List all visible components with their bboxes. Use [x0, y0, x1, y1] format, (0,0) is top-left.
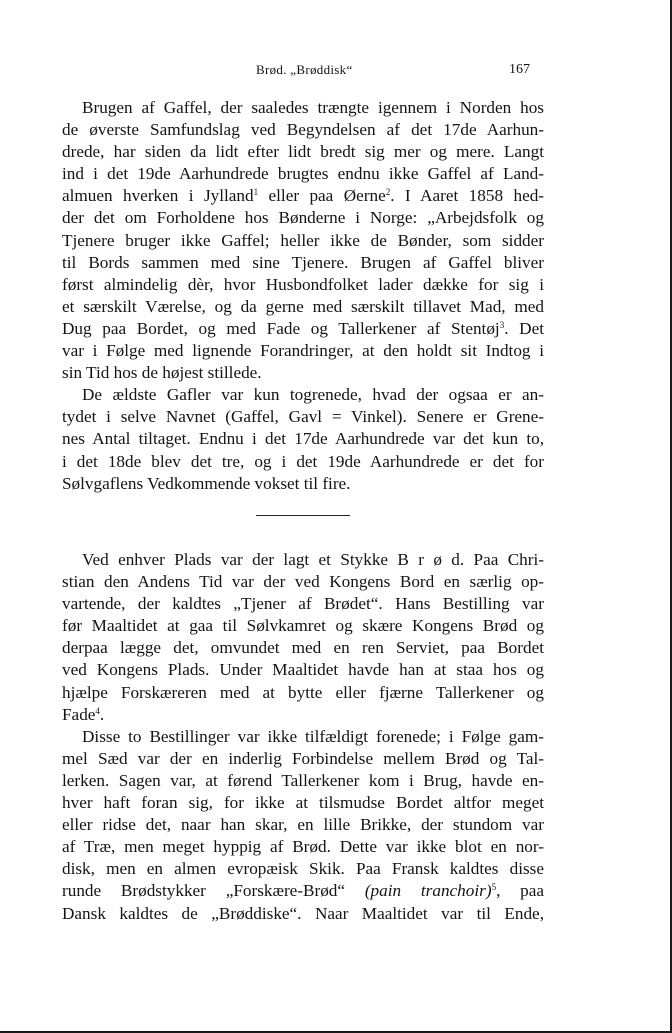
line-text: i det 18de blev det tre, og i det 19de Aarhundrede er det for [62, 451, 544, 471]
line-text: Disse to Bestillinger var ikke tilfældigt forenede; i Følge gam- [82, 726, 544, 746]
text-line [62, 97, 544, 119]
line-text: De ældste Gafler var kun togrenede, hvad der ogsaa er an- [82, 385, 544, 405]
line-text: ind i det 19de Aarhundrede brugtes endnu ikke Gaffel af Land- [62, 164, 544, 184]
line-text: mel Sæd var der en inderlig Forbindelse mellem Brød og Tal- [62, 748, 544, 768]
line-text: de øverste Samfundslag ved Begyndelsen af det 17de Aarhun- [62, 120, 544, 140]
text-line [62, 230, 544, 252]
line-text: almuen hverken i Jylland [62, 186, 254, 206]
text-line [62, 362, 544, 384]
text-line [62, 571, 544, 593]
text-line [62, 637, 544, 659]
line-text: hver haft foran sig, for ikke at tilsmudse Bordet altfor meget [62, 793, 544, 813]
line-text: eller ridse det, naar han skar, en lille Brikke, der stundom var [62, 815, 544, 835]
text-line [62, 748, 544, 770]
paragraphs-brod [62, 549, 544, 925]
text-line [62, 814, 544, 836]
line-text: Dansk kaldtes de „Brøddiske“. Naar Maaltidet var til Ende, [62, 903, 544, 923]
text-line [62, 428, 544, 450]
line-text: et særskilt Værelse, og da gerne med særskilt tillavet Mad, med [62, 296, 544, 316]
text-line [62, 593, 544, 615]
paragraphs-gaffel [62, 97, 544, 495]
text-line [62, 318, 544, 340]
line-text: lerken. Sagen var, at førend Tallerkener kom i Brug, havde en- [62, 770, 544, 790]
text-line [62, 615, 544, 637]
text-line [62, 274, 544, 296]
text-line [62, 406, 544, 428]
line-text: nes Antal tiltaget. Endnu i det 17de Aarhundrede var det kun to, [62, 429, 544, 449]
line-text: tydet i selve Navnet (Gaffel, Gavl = Vinkel). Senere er Grene- [62, 407, 544, 427]
line-text-continued: , paa [496, 881, 545, 901]
footnote-marker: 2 [385, 187, 391, 198]
line-text: Brugen af Gaffel, der saaledes trængte igennem i Norden hos [82, 98, 544, 117]
text-line [62, 296, 544, 318]
line-text: først almindelig dèr, hvor Husbondfolket lader dække for sig i [62, 274, 544, 294]
line-text: der det om Forholdene hos Bønderne i Norge: „Arbejdsfolk og [62, 208, 544, 228]
line-text: før Maaltidet at gaa til Sølvkamret og skære Kongens Brød og [62, 616, 544, 636]
line-text: af Træ, men meget hyppig af Brød. Dette var ikke blot en nor- [62, 837, 544, 857]
footnote-marker: 1 [253, 187, 259, 198]
line-text: derpaa lægge det, omvundet med en ren Serviet, paa Bordet [62, 638, 544, 658]
line-text: til Bords sammen med sine Tjenere. Brugen af Gaffel bliver [62, 252, 544, 272]
text-line [62, 119, 544, 141]
text-line [62, 704, 544, 726]
line-text: stian den Andens Tid var der ved Kongens Bord en særlig op- [62, 572, 544, 592]
line-text-continued: . [99, 704, 105, 724]
text-line [62, 384, 544, 406]
text-line [62, 549, 544, 571]
text-line [62, 340, 544, 362]
text-line [62, 858, 544, 880]
line-text: vartende, der kaldtes „Tjener af Brødet“. Hans Bestilling var [62, 594, 544, 614]
italic-phrase: (pain tranchoir) [364, 881, 492, 901]
text-line [62, 792, 544, 814]
running-title: Brød. „Brøddisk“ [256, 62, 353, 77]
footnote-marker: 5 [491, 882, 497, 893]
line-text: Dug paa Bordet, og med Fade og Tallerkener af Stentøj [62, 318, 500, 338]
text-line [62, 473, 544, 495]
line-text: Ved enhver Plads var der lagt et Stykke B r ø d. Paa Chri- [82, 550, 544, 569]
text-line [62, 903, 544, 925]
line-text: drede, har siden da lidt efter lidt bredt sig mer og mere. Langt [62, 142, 544, 162]
text-line [62, 207, 544, 229]
line-text-continued: eller paa Øerne [258, 186, 386, 206]
text-line [62, 141, 544, 163]
text-line [62, 659, 544, 681]
line-text-continued: . I Aaret 1858 hed- [390, 186, 545, 206]
footnote-marker: 3 [499, 319, 505, 330]
line-text: Tjenere bruger ikke Gaffel; heller ikke de Bønder, som sidder [62, 230, 544, 250]
line-text: Sølvgaflens Vedkommende vokset til fire. [62, 473, 351, 493]
line-text-continued: . Det [504, 318, 544, 338]
line-text: disk, men en almen evropæisk Skik. Paa Fransk kaldtes disse [62, 859, 544, 879]
text-line [62, 880, 544, 902]
page-number: 167 [509, 62, 530, 77]
text-line [62, 185, 544, 207]
text-line [62, 252, 544, 274]
text-line [62, 451, 544, 473]
line-text: hjælpe Forskæreren med at bytte eller fjærne Tallerkener og [62, 682, 544, 702]
line-text: ved Kongens Plads. Under Maaltidet havde han at staa hos og [62, 660, 544, 680]
footnote-marker: 4 [95, 705, 100, 716]
section-divider [256, 515, 350, 516]
line-text: sin Tid hos de højest stillede. [62, 363, 262, 383]
page-header [0, 62, 672, 82]
line-text: runde Brødstykker „Forskære-Brød“ [62, 881, 365, 901]
line-text: Fade [62, 704, 96, 724]
text-line [62, 682, 544, 704]
line-text: var i Følge med lignende Forandringer, at den holdt sit Indtog i [62, 341, 544, 361]
text-line [62, 163, 544, 185]
text-line [62, 770, 544, 792]
text-line [62, 726, 544, 748]
text-line [62, 836, 544, 858]
